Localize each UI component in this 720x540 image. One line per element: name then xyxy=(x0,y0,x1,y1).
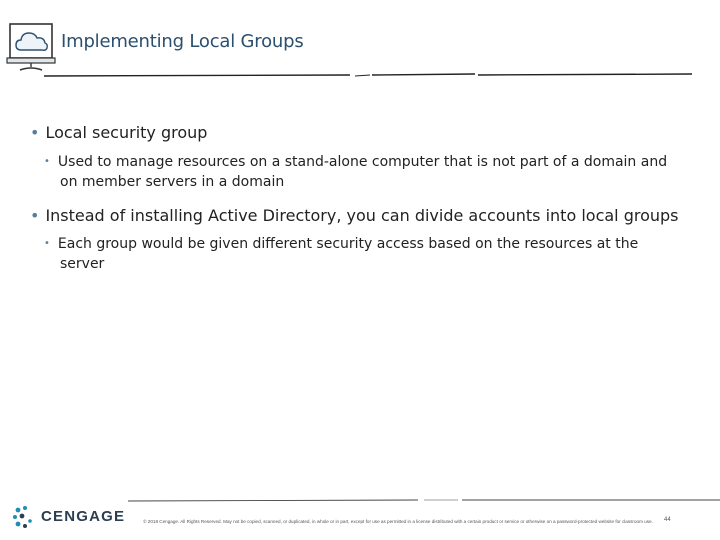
sub-bullet-1-1: • Used to manage resources on a stand-alone computer that is not part of a domain and on member servers in a domain xyxy=(44,154,668,190)
bullet-1-text: Local security group xyxy=(45,123,208,142)
sub-bullet-2-1-text: Each group would be given different security access based on the resources at the server xyxy=(57,236,639,272)
bullet-1: • Local security group xyxy=(30,123,208,142)
cengage-logo xyxy=(12,505,124,529)
title-divider xyxy=(0,68,720,82)
page-number: 44 xyxy=(664,517,671,523)
cengage-mark-icon xyxy=(12,505,36,529)
sub-bullet-2-1: • Each group would be given different security access based on the resources at the server xyxy=(44,236,639,272)
sub-bullet-1-1-text: Used to manage resources on a stand-alone computer that is not part of a domain and on member servers in a domain xyxy=(57,154,668,190)
brand-name: CENGAGE xyxy=(41,508,126,525)
footer-divider xyxy=(128,496,720,506)
bullet-2-text: Instead of installing Active Directory, you can divide accounts into local groups xyxy=(45,206,679,225)
cloud-monitor-icon xyxy=(6,20,56,74)
copyright-notice: © 2018 Cengage. All Rights Reserved. May not be copied, scanned, or duplicated, in whole or in part, except for use as permitted in a license distributed with a certain product or service or otherwise on a password-protected website for classroom use. xyxy=(143,519,653,524)
page-title: Implementing Local Groups xyxy=(61,31,304,52)
bullet-2: • Instead of installing Active Directory, you can divide accounts into local groups xyxy=(30,206,679,225)
